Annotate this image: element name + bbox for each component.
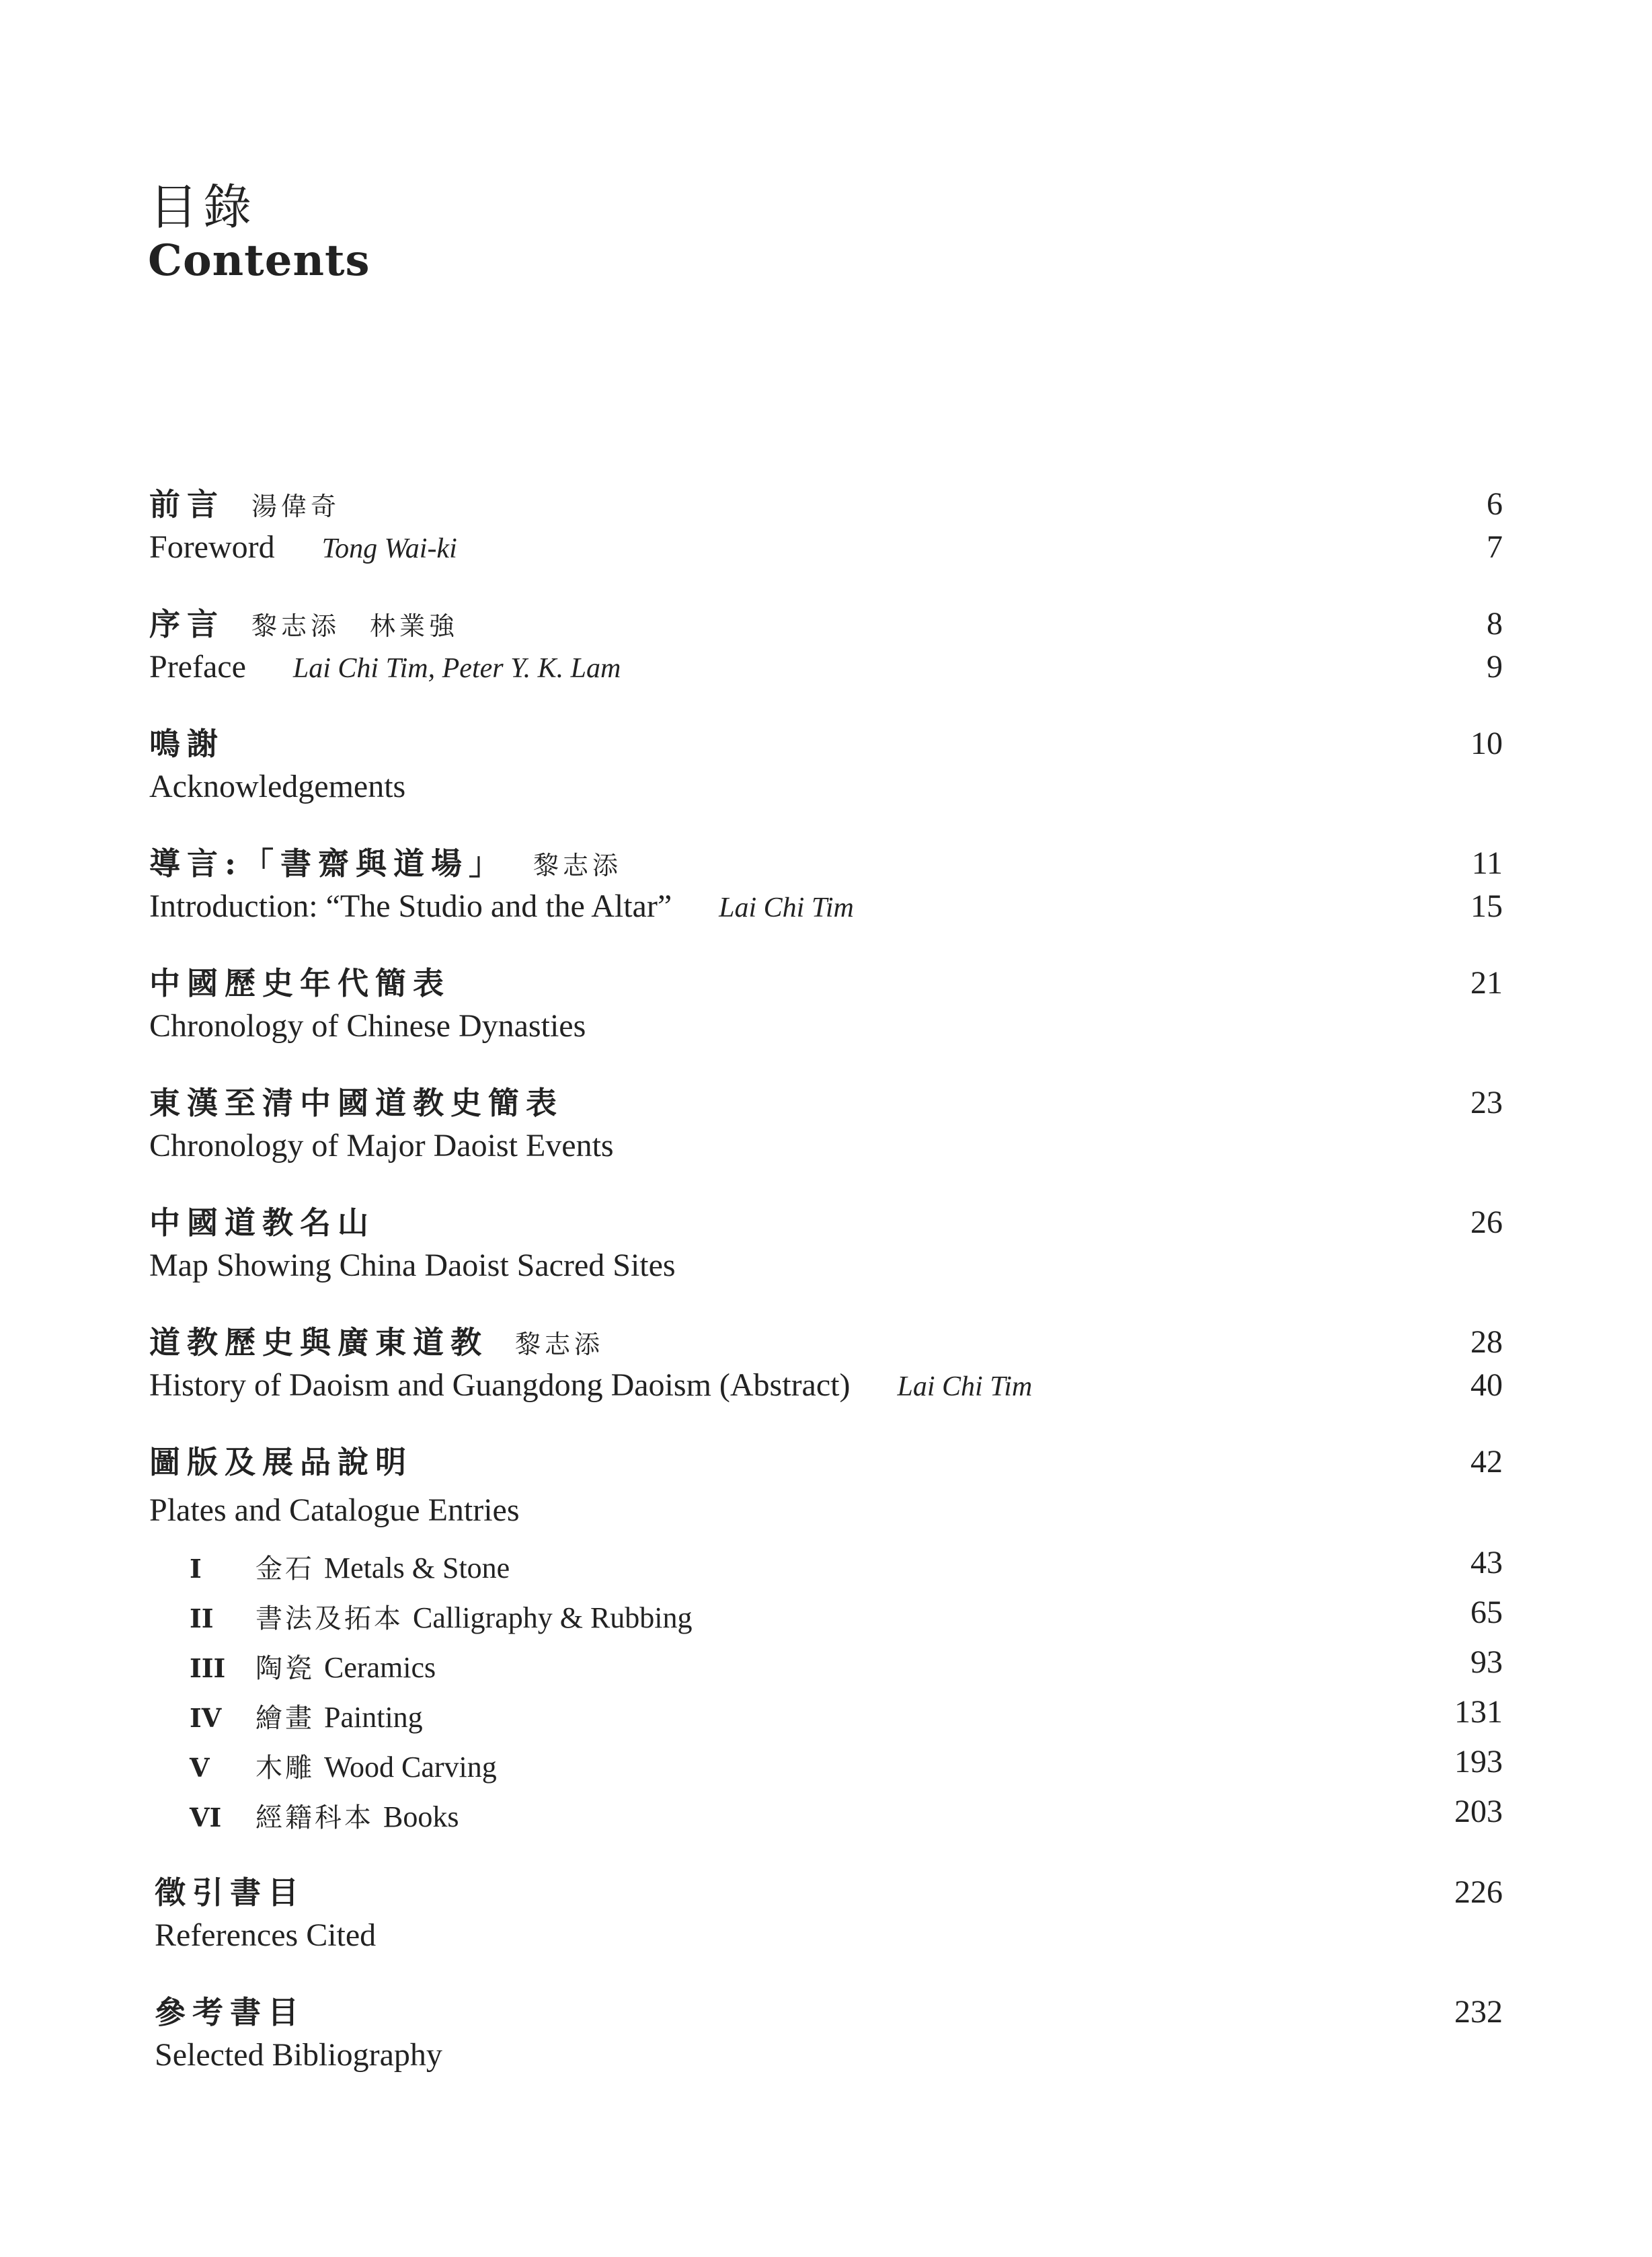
section-title-zh: 陶瓷 xyxy=(255,1653,315,1684)
section-title-en: Calligraphy & Rubbing xyxy=(413,1601,693,1634)
section-number: V xyxy=(190,1753,210,1783)
entry-author-zh: 湯偉奇 xyxy=(251,492,341,521)
entry-title-zh: 序言 xyxy=(149,606,225,642)
entry-title-en: Plates and Catalogue Entries xyxy=(149,1492,520,1528)
entry-title-en: History of Daoism and Guangdong Daoism (Abstract) xyxy=(149,1367,851,1403)
entry-page-zh: 42 xyxy=(1470,1444,1503,1480)
toc-entry-introduction[interactable] xyxy=(149,842,1503,928)
section-number: I xyxy=(190,1554,202,1584)
section-page: 203 xyxy=(1454,1794,1503,1829)
entry-title-zh: 中國歷史年代簡表 xyxy=(149,965,450,1001)
entry-page-zh: 26 xyxy=(1470,1204,1503,1240)
section-page: 43 xyxy=(1470,1545,1503,1580)
section-title-zh: 木雕 xyxy=(255,1753,315,1784)
entry-title-en: Preface xyxy=(149,649,246,685)
section-title-en: Wood Carving xyxy=(324,1751,497,1784)
entry-page-en: 15 xyxy=(1470,888,1503,924)
entry-page-zh: 8 xyxy=(1487,606,1503,642)
toc-entry-chronology-daoist[interactable] xyxy=(149,1081,1503,1168)
plates-sections xyxy=(190,1543,1503,1842)
section-item[interactable] xyxy=(190,1743,1503,1792)
toc-entry-map[interactable] xyxy=(149,1201,1503,1287)
entry-title-zh: 中國道教名山 xyxy=(149,1204,375,1241)
section-page: 193 xyxy=(1454,1744,1503,1780)
entry-author-en: Lai Chi Tim xyxy=(897,1371,1033,1402)
section-title-zh: 繪畫 xyxy=(255,1703,315,1734)
entry-title-zh: 前言 xyxy=(149,486,225,523)
entry-author-zh: 黎志添 xyxy=(533,851,622,880)
entry-title-en: Map Showing China Daoist Sacred Sites xyxy=(149,1248,676,1283)
entry-title-en: Introduction: “The Studio and the Altar” xyxy=(149,888,672,924)
section-title-en: Metals & Stone xyxy=(324,1552,510,1584)
toc-entry-references[interactable] xyxy=(155,1871,1503,1957)
page-title-en: Contents xyxy=(148,235,370,286)
toc-entry-plates[interactable] xyxy=(149,1441,1503,1532)
section-number: III xyxy=(190,1653,226,1683)
section-title-zh: 金石 xyxy=(255,1554,315,1584)
entry-page-zh: 6 xyxy=(1487,486,1503,522)
section-item[interactable] xyxy=(190,1792,1503,1842)
toc-entry-acknowledgements[interactable] xyxy=(149,722,1503,808)
toc-entry-chronology-dynasties[interactable] xyxy=(149,962,1503,1048)
section-page: 65 xyxy=(1470,1595,1503,1630)
entry-author-zh: 黎志添 林業強 xyxy=(251,611,459,641)
section-item[interactable] xyxy=(190,1643,1503,1693)
entry-title-en: Chronology of Major Daoist Events xyxy=(149,1128,614,1163)
entry-title-zh: 參考書目 xyxy=(155,1994,305,2030)
entry-title-zh: 鳴謝 xyxy=(149,726,225,762)
toc-entry-history[interactable] xyxy=(149,1321,1503,1407)
toc-entry-preface[interactable] xyxy=(149,603,1503,689)
section-title-en: Ceramics xyxy=(324,1651,436,1684)
section-item[interactable] xyxy=(190,1693,1503,1743)
entry-title-zh: 東漢至清中國道教史簡表 xyxy=(149,1085,563,1121)
entry-page-zh: 28 xyxy=(1470,1324,1503,1360)
entry-author-en: Lai Chi Tim, Peter Y. K. Lam xyxy=(292,653,621,684)
entry-title-en: Selected Bibliography xyxy=(155,2037,442,2073)
entry-author-zh: 黎志添 xyxy=(515,1330,604,1359)
section-title-en: Painting xyxy=(324,1701,423,1734)
section-item[interactable] xyxy=(190,1543,1503,1593)
toc-entry-bibliography[interactable] xyxy=(155,1991,1503,2077)
entry-page-zh: 10 xyxy=(1470,726,1503,761)
entry-title-zh: 徵引書目 xyxy=(155,1874,305,1911)
section-item[interactable] xyxy=(190,1593,1503,1643)
entry-page-en: 7 xyxy=(1487,529,1503,565)
entry-page: 232 xyxy=(1454,1994,1503,2030)
section-number: IV xyxy=(190,1703,222,1733)
entry-page-en: 9 xyxy=(1487,649,1503,685)
page-title-zh: 目錄 xyxy=(149,179,258,235)
section-title-en: Books xyxy=(383,1800,459,1833)
entry-page: 226 xyxy=(1454,1874,1503,1910)
section-page: 93 xyxy=(1470,1644,1503,1680)
toc-entry-foreword[interactable] xyxy=(149,483,1503,569)
entry-title-en: References Cited xyxy=(155,1917,377,1953)
entry-title-en: Foreword xyxy=(149,529,275,565)
section-title-zh: 經籍科本 xyxy=(255,1802,374,1833)
entry-page-en: 40 xyxy=(1470,1367,1503,1403)
entry-author-en: Lai Chi Tim xyxy=(719,892,854,923)
entry-title-en: Acknowledgements xyxy=(149,769,406,804)
entry-title-en: Chronology of Chinese Dynasties xyxy=(149,1008,586,1044)
entry-title-zh: 導言:「書齋與道場」 xyxy=(149,845,506,882)
entry-title-zh: 道教歷史與廣東道教 xyxy=(149,1324,488,1361)
entry-title-zh: 圖版及展品說明 xyxy=(149,1444,413,1480)
section-title-zh: 書法及拓本 xyxy=(255,1603,403,1634)
entry-page-zh: 23 xyxy=(1470,1085,1503,1120)
entry-page-zh: 21 xyxy=(1470,965,1503,1001)
section-page: 131 xyxy=(1454,1694,1503,1730)
entry-author-en: Tong Wai-ki xyxy=(321,533,457,564)
entry-page-zh: 11 xyxy=(1471,845,1503,881)
section-number: VI xyxy=(190,1802,222,1833)
section-number: II xyxy=(190,1603,214,1634)
